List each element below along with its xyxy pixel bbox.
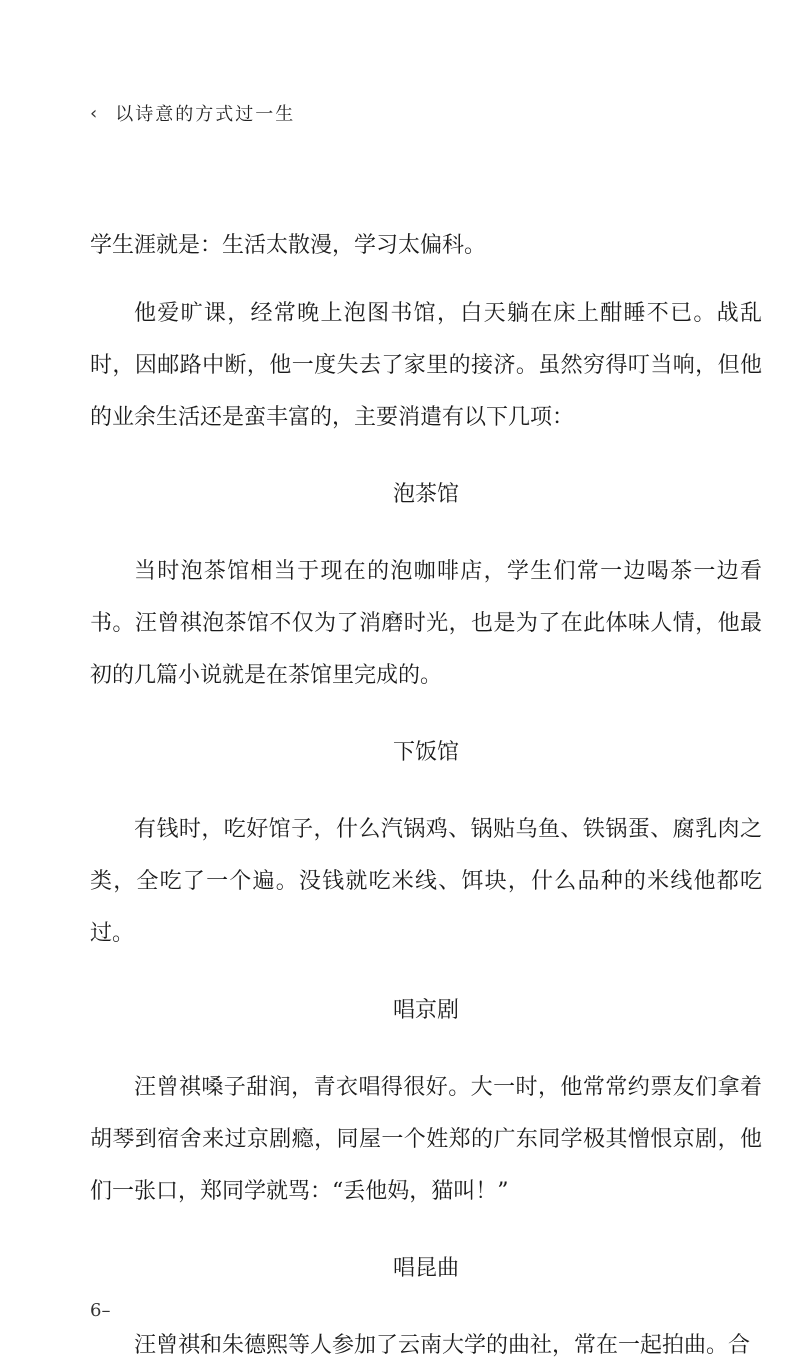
section-heading: 唱昆曲 — [392, 1256, 459, 1281]
body-text — [90, 220, 762, 1372]
book-title: 以诗意的方式过一生 — [115, 104, 296, 125]
paragraph: 有钱时，吃好馆子，什么汽锅鸡、锅贴乌鱼、铁锅蛋、腐乳肉之类，全吃了一个遍。没钱就吃米线、饵块，什么品种的米线他都吃过。 — [90, 817, 762, 946]
paragraph: 当时泡茶馆相当于现在的泡咖啡店，学生们常一边喝茶一边看书。汪曾祺泡茶馆不仅为了消磨时光，也是为了在此体味人情，他最初的几篇小说就是在茶馆里完成的。 — [90, 559, 762, 688]
running-header — [90, 100, 295, 126]
section-heading: 唱京剧 — [392, 998, 459, 1023]
paragraph: 汪曾祺和朱德熙等人参加了云南大学的曲社，常在一起拍曲。合 — [134, 1333, 751, 1358]
paragraph: 学生涯就是：生活太散漫，学习太偏科。 — [90, 233, 487, 258]
section-heading: 泡茶馆 — [392, 482, 459, 507]
page-number: 6– — [90, 1300, 111, 1321]
chevron-left-icon: ‹ — [90, 102, 100, 124]
paragraph: 汪曾祺嗓子甜润，青衣唱得很好。大一时，他常常约票友们拿着胡琴到宿舍来过京剧瘾，同屋一个姓郑的广东同学极其憎恨京剧，他们一张口，郑同学就骂：“丢他妈，猫叫！” — [90, 1075, 762, 1204]
section-heading: 下饭馆 — [392, 740, 459, 765]
paragraph: 他爱旷课，经常晚上泡图书馆，白天躺在床上酣睡不已。战乱时，因邮路中断，他一度失去了家里的接济。虽然穷得叮当响，但他的业余生活还是蛮丰富的，主要消遣有以下几项： — [90, 301, 762, 430]
